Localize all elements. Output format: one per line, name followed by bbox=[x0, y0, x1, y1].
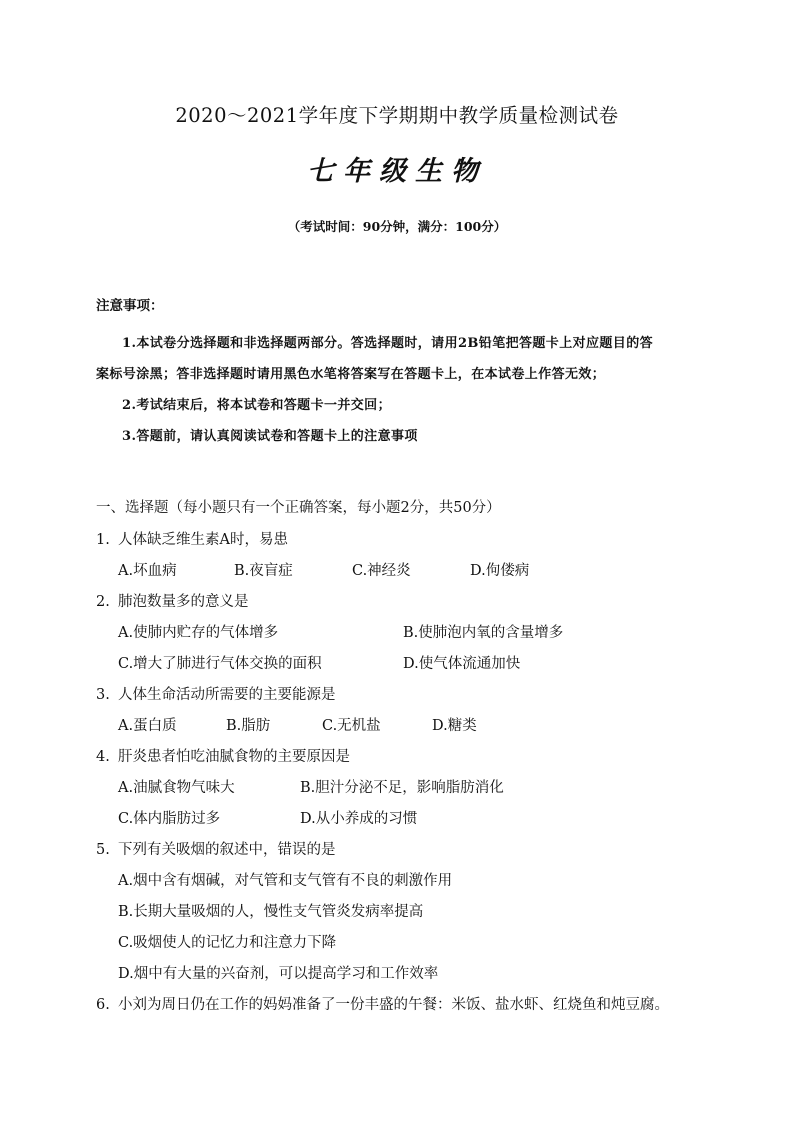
notice-heading: 注意事项： bbox=[96, 298, 164, 314]
question-5 bbox=[96, 843, 336, 858]
q2-option-c: C.增大了肺进行气体交换的面积 bbox=[118, 656, 322, 672]
question-1 bbox=[96, 533, 288, 548]
question-stem: 人体缺乏维生素A时，易患 bbox=[118, 532, 288, 548]
exam-title: 2020～2021学年度下学期期中教学质量检测试卷 bbox=[175, 104, 619, 127]
section-heading: 一、选择题（每小题只有一个正确答案，每小题2分，共50分） bbox=[96, 500, 501, 516]
q5-option-b: B.长期大量吸烟的人，慢性支气管炎发病率提高 bbox=[118, 904, 424, 920]
q3-option-b: B.脂肪 bbox=[226, 718, 271, 734]
q2-option-b: B.使肺泡内氧的含量增多 bbox=[403, 625, 564, 641]
question-stem: 肝炎患者怕吃油腻食物的主要原因是 bbox=[118, 749, 350, 765]
q3-option-c: C.无机盐 bbox=[322, 718, 381, 734]
q2-option-a: A.使肺内贮存的气体增多 bbox=[118, 625, 279, 641]
question-stem: 下列有关吸烟的叙述中，错误的是 bbox=[118, 842, 336, 858]
q5-option-d: D.烟中有大量的兴奋剂，可以提高学习和工作效率 bbox=[118, 966, 439, 982]
q5-option-c: C.吸烟使人的记忆力和注意力下降 bbox=[118, 935, 337, 951]
q1-option-a: A.坏血病 bbox=[118, 563, 177, 579]
q3-option-d: D.糖类 bbox=[432, 718, 477, 734]
q1-option-c: C.神经炎 bbox=[352, 563, 411, 579]
question-stem: 小刘为周日仍在工作的妈妈准备了一份丰盛的午餐：米饭、盐水虾、红烧鱼和炖豆腐。 bbox=[118, 997, 669, 1013]
q1-option-d: D.佝偻病 bbox=[470, 563, 530, 579]
question-number: 3. bbox=[96, 687, 110, 703]
q3-option-a: A.蛋白质 bbox=[118, 718, 177, 734]
notice-item-1-line-1: 1.本试卷分选择题和非选择题两部分。答选择题时，请用2B铅笔把答题卡上对应题目的答 bbox=[122, 336, 654, 351]
exam-info: （考试时间：90分钟，满分：100分） bbox=[287, 219, 507, 234]
question-number: 2. bbox=[96, 594, 110, 610]
question-number: 6. bbox=[96, 997, 110, 1013]
q4-option-b: B.胆汁分泌不足，影响脂肪消化 bbox=[300, 780, 504, 796]
question-number: 5. bbox=[96, 842, 110, 858]
notice-item-1-line-2: 案标号涂黑；答非选择题时请用黑色水笔将答案写在答题卡上，在本试卷上作答无效； bbox=[96, 367, 606, 382]
notice-item-3: 3.答题前，请认真阅读试卷和答题卡上的注意事项 bbox=[122, 429, 418, 444]
question-stem: 肺泡数量多的意义是 bbox=[118, 594, 249, 610]
subject-title: 七年级生物 bbox=[307, 156, 487, 187]
question-number: 1. bbox=[96, 532, 110, 548]
question-number: 4. bbox=[96, 749, 110, 765]
question-stem: 人体生命活动所需要的主要能源是 bbox=[118, 687, 336, 703]
q4-option-c: C.体内脂肪过多 bbox=[118, 811, 221, 827]
q4-option-a: A.油腻食物气味大 bbox=[118, 780, 235, 796]
question-2 bbox=[96, 595, 249, 610]
q5-option-a: A.烟中含有烟碱，对气管和支气管有不良的刺激作用 bbox=[118, 873, 453, 889]
question-4 bbox=[96, 750, 350, 765]
notice-item-2: 2.考试结束后，将本试卷和答题卡一并交回； bbox=[122, 398, 391, 413]
q4-option-d: D.从小养成的习惯 bbox=[300, 811, 418, 827]
question-6 bbox=[96, 998, 669, 1013]
q2-option-d: D.使气体流通加快 bbox=[403, 656, 521, 672]
q1-option-b: B.夜盲症 bbox=[234, 563, 293, 579]
question-3 bbox=[96, 688, 336, 703]
